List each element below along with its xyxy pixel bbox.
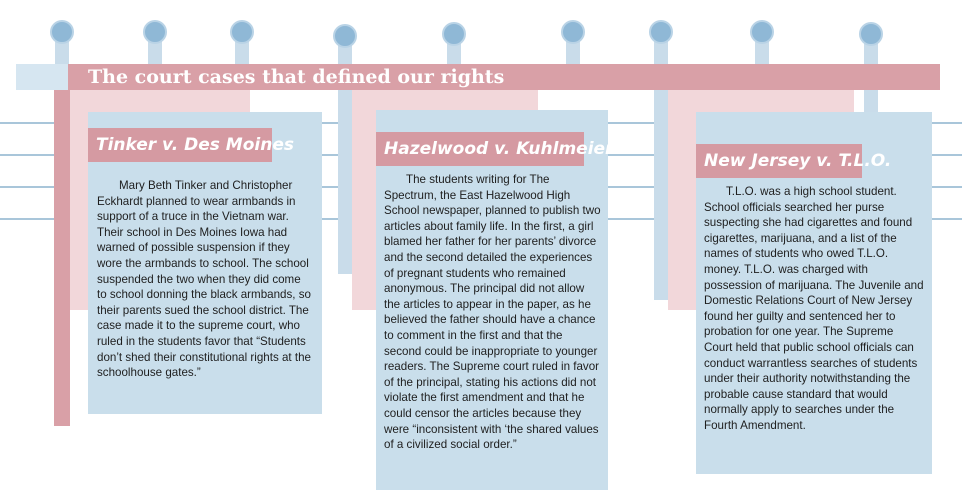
pin-icon [50, 20, 74, 44]
pin-icon [442, 22, 466, 46]
case-body: Mary Beth Tinker and Christopher Eckhardt planned to wear armbands in support of a truce in the Vietnam war. Their school in Des Moines Iowa had warned of possible suspension if they wore the armbands to school. The school suspended the two when they did come to school donning the black armbands, so their parents sued the school district. The case made it to the supreme court, who ruled in the students favor that “Students don’t shed their constitutional rights at the schoolhouse gates.” [97, 179, 311, 380]
case-heading: Tinker v. Des Moines [88, 128, 272, 162]
decor-bar [54, 64, 70, 426]
pin-icon [230, 20, 254, 44]
pin-icon [859, 22, 883, 46]
case-body: T.L.O. was a high school student. School officials searched her purse suspecting she had cigarettes and found cigarettes, marijuana, and a list of the names of students who owed T.L.O. money. T.L.O. was charged with possession of marijuana. The Juvenile and Domestic Relations Court of New Jersey found her guilty and sentenced her to probation for one year. The Supreme Court held that public school officials can conduct warrantless searches of students under their authority notwithstanding the probable cause standard that would normally apply to searches under the Fourth Amendment. [704, 185, 924, 432]
pin-icon [143, 20, 167, 44]
pin-icon [333, 24, 357, 48]
case-heading: Hazelwood v. Kuhlmeier [376, 132, 584, 166]
case-heading: New Jersey v. T.L.O. [696, 144, 862, 178]
pin-icon [750, 20, 774, 44]
pin-icon [561, 20, 585, 44]
page-title: The court cases that defined our rights [88, 66, 505, 88]
pin-icon [649, 20, 673, 44]
case-body: The students writing for The Spectrum, the East Hazelwood High School newspaper, planned to publish two articles about family life. In the first, a girl blamed her father for her parents’ divorce and the second detailed the experiences of pregnant students who remained anonymous. The principal did not allow the articles to appear in the paper, as he believed the father should have a chance to comment in the first and that the second could be inappropriate to younger readers. The Supreme court ruled in favor of the principal, stating his actions did not violate the first amendment and that he could censor the articles because they were “inconsistent with ‘the shared values of a civilized social order.” [384, 173, 601, 452]
